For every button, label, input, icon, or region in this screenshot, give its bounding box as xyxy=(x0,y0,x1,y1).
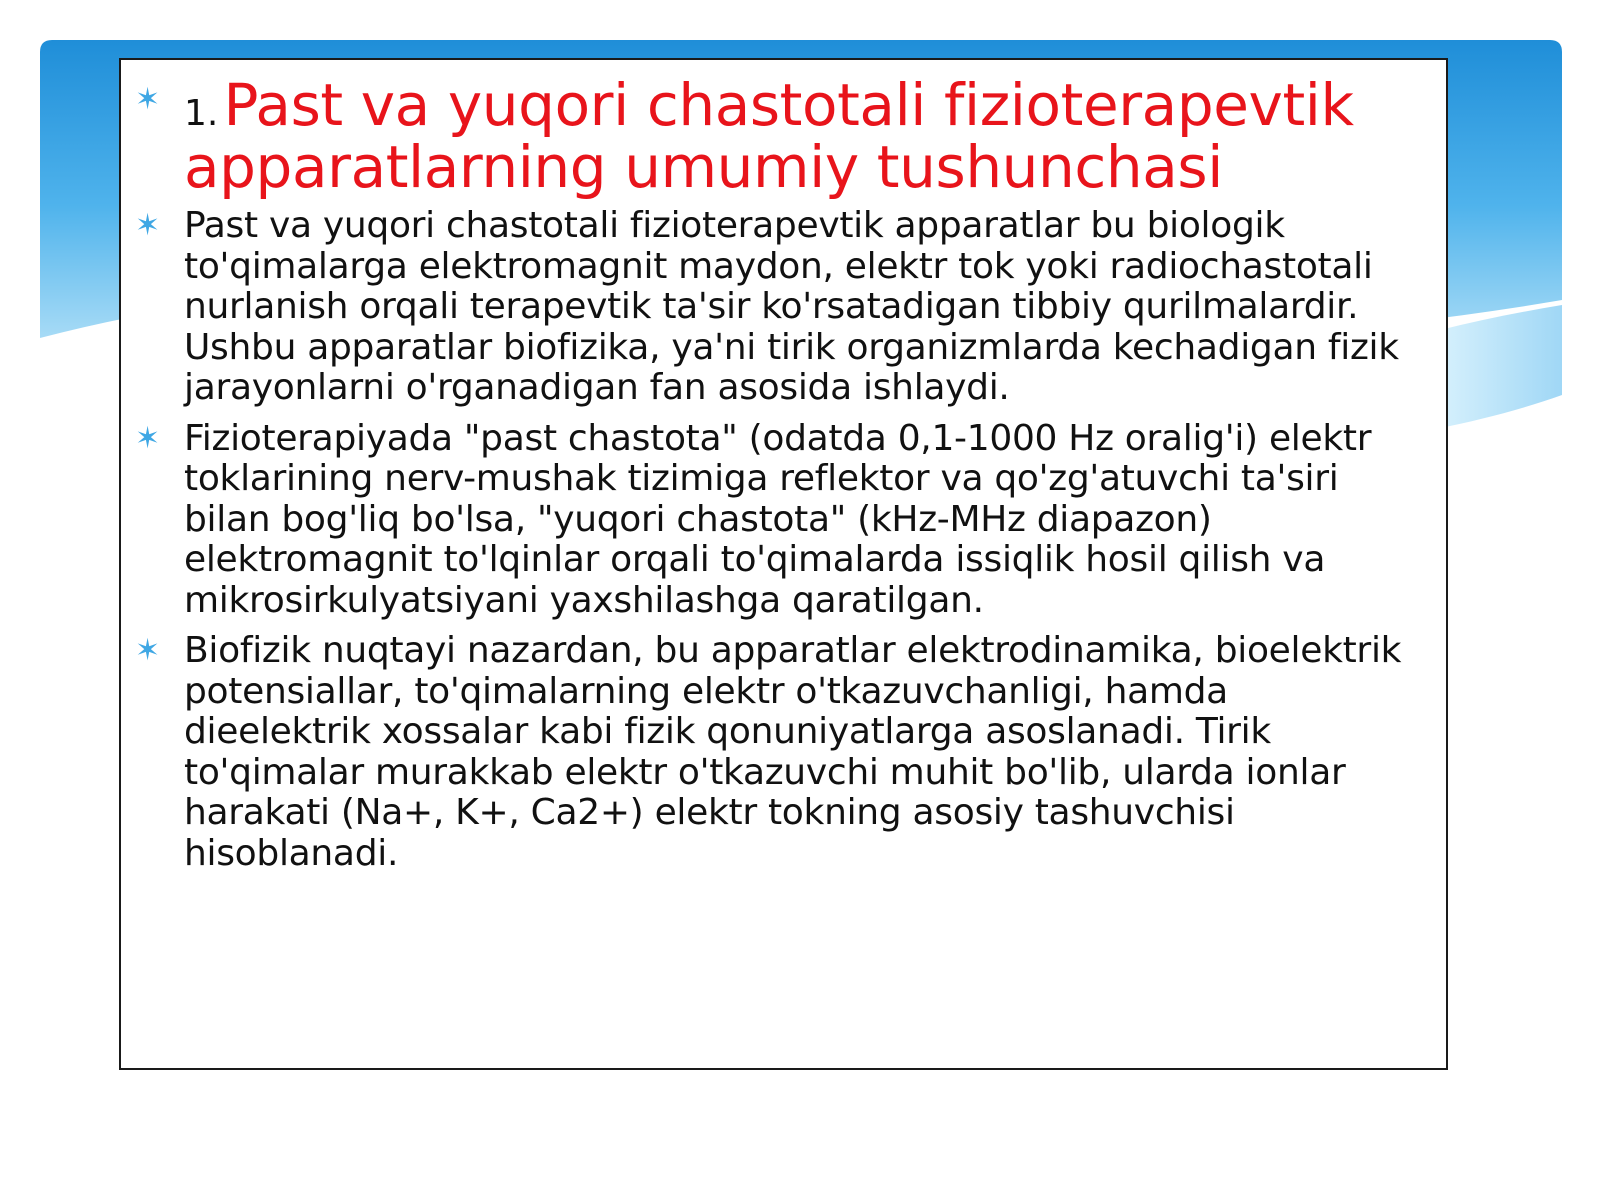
paragraph-text: Fizioterapiyada "past chastota" (odatda 0,1-1000 Hz oralig'i) elektr toklarining nerv-mushak tizimiga reflektor va qo'zg'atuvchi ta'siri bilan bog'liq bo'lsa, "yuqori chastota" (kHz-MHz diapazon) elektromagnit to'lqinlar orqali to'qimalarda issiqlik hosil qilish va mikrosirkulyatsiyani yaxshilashga qaratilgan. xyxy=(184,417,1372,621)
asterisk-star-icon: ✶ xyxy=(135,208,160,243)
content-frame xyxy=(119,58,1448,1070)
paragraph-item xyxy=(135,206,1422,409)
title-number: 1. xyxy=(184,93,219,134)
paragraph-text: Past va yuqori chastotali fizioterapevtik apparatlar bu biologik to'qimalarga elektromagnit maydon, elektr tok yoki radiochastotali nurlanish orqali terapevtik ta'sir ko'rsatadigan tibbiy qurilmalardir. Ushbu apparatlar biofizika, ya'ni tirik organizmlarda kechadigan fizik jarayonlarni o'rganadigan fan asosida ishlaydi. xyxy=(184,205,1399,408)
paragraph-text: Biofizik nuqtayi nazardan, bu apparatlar elektrodinamika, bioelektrik potensiallar, to'qimalarning elektr o'tkazuvchanligi, hamda dieelektrik xossalar kabi fizik qonuniyatlarga asoslanadi. Tirik to'qimalar murakkab elektr o'tkazuvchi muhit bo'lib, ularda ionlar harakati (Na+, K+, Ca2+) elektr tokning asosiy tashuvchisi hisoblanadi. xyxy=(184,630,1402,874)
asterisk-star-icon: ✶ xyxy=(135,82,161,117)
paragraph-item xyxy=(135,631,1422,874)
asterisk-star-icon: ✶ xyxy=(135,633,160,668)
title-item xyxy=(135,71,1422,201)
asterisk-star-icon: ✶ xyxy=(135,420,160,456)
paragraph-item xyxy=(135,419,1422,622)
bullet-list xyxy=(135,71,1422,884)
slide-title: Past va yuqori chastotali fizioterapevtik apparatlarning umumiy tushunchasi xyxy=(184,71,1354,201)
